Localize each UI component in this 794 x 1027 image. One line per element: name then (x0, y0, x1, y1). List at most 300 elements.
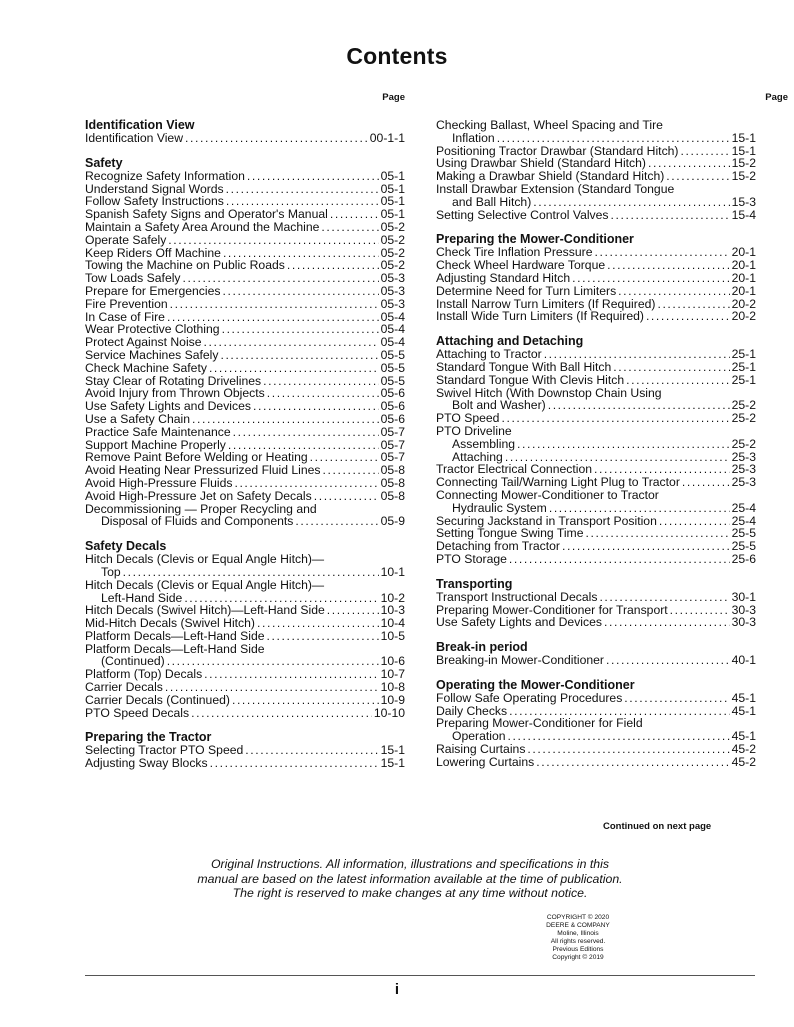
toc-entry-page: 15-2 (731, 156, 756, 171)
toc-entry-page: 05-5 (380, 347, 405, 362)
dot-leader (572, 272, 729, 285)
toc-entry[interactable] (436, 374, 756, 387)
toc-entry-page: 45-1 (731, 703, 756, 718)
toc-entry-page: 10-6 (380, 654, 405, 669)
toc-entry[interactable] (436, 196, 756, 209)
toc-entry-page: 20-1 (731, 258, 756, 273)
toc-entry-line: Platform Decals—Left-Hand Side (85, 641, 265, 656)
section-title: Safety (85, 155, 123, 170)
dot-leader (234, 477, 378, 490)
page-column-label: Page (765, 92, 788, 103)
toc-entry-page: 20-2 (731, 296, 756, 311)
toc-entry-title: Left-Hand Side (101, 590, 183, 605)
toc-entry-page: 10-5 (380, 628, 405, 643)
dot-leader (606, 654, 730, 667)
toc-entry-page: 05-9 (380, 514, 405, 529)
copyright-line: COPYRIGHT © 2020 (546, 914, 610, 921)
dot-leader (548, 399, 730, 412)
toc-entry-title: Install Narrow Turn Limiters (If Required) (436, 296, 656, 311)
toc-entry-title: Making a Drawbar Shield (Standard Hitch) (436, 169, 665, 184)
toc-entry-title: Avoid High-Pressure Fluids (85, 475, 233, 490)
toc-entry-page: 25-5 (731, 539, 756, 554)
toc-entry[interactable] (436, 591, 756, 604)
toc-entry-page: 05-2 (380, 232, 405, 247)
toc-entry-title: Selecting Tractor PTO Speed (85, 743, 244, 758)
dot-leader (562, 540, 730, 553)
toc-entry-title: Assembling (452, 436, 515, 451)
dot-leader (527, 743, 729, 756)
toc-entry-page: 45-2 (731, 742, 756, 757)
dot-leader (233, 426, 379, 439)
toc-entry-page: 10-3 (380, 603, 405, 618)
toc-entry-title: (Continued) (101, 654, 165, 669)
toc-entry-page: 05-7 (380, 424, 405, 439)
dot-leader (646, 310, 730, 323)
toc-entry-page: 05-2 (380, 258, 405, 273)
toc-entry-title: Keep Riders Off Machine (85, 245, 221, 260)
toc-entry-page: 10-8 (380, 680, 405, 695)
dot-leader (323, 464, 379, 477)
toc-entry[interactable] (85, 362, 405, 375)
toc-section (85, 540, 405, 719)
toc-entry-title: Detaching from Tractor (436, 539, 560, 554)
dot-leader (247, 170, 379, 183)
toc-entry-page: 05-8 (380, 475, 405, 490)
toc-column-left (85, 92, 405, 782)
dot-leader (682, 476, 730, 489)
toc-section (436, 679, 756, 769)
toc-entry-title: Follow Safety Instructions (85, 194, 224, 209)
toc-entry-line: PTO Driveline (436, 423, 512, 438)
copyright-line: Previous Editions (552, 946, 604, 953)
dot-leader (257, 617, 379, 630)
section-title: Preparing the Mower-Conditioner (436, 232, 634, 247)
dot-leader (192, 413, 379, 426)
dot-leader (267, 630, 379, 643)
toc-entry[interactable] (436, 743, 756, 756)
section-title: Preparing the Tractor (85, 730, 212, 745)
toc-entry-title: Daily Checks (436, 703, 508, 718)
toc-entry[interactable] (85, 707, 405, 720)
toc-entry-title: Support Machine Properly (85, 437, 226, 452)
toc-entry-title: PTO Speed Decals (85, 705, 190, 720)
toc-entry-title: Avoid High-Pressure Jet on Safety Decals (85, 488, 312, 503)
toc-entry-title: Adjusting Sway Blocks (85, 756, 208, 771)
toc-entry-page: 15-4 (731, 207, 756, 222)
toc-entry-title: Install Wide Turn Limiters (If Required) (436, 309, 644, 324)
toc-entry-title: Carrier Decals (Continued) (85, 692, 230, 707)
section-title: Identification View (85, 118, 195, 132)
toc-sections-right (436, 119, 756, 769)
toc-entry-page: 25-2 (731, 411, 756, 426)
section-title: Break-in period (436, 640, 528, 655)
toc-entry-title: Hydraulic System (452, 500, 547, 515)
toc-entry-title: Raising Curtains (436, 742, 526, 757)
toc-entry[interactable] (436, 540, 756, 553)
dot-leader (222, 323, 379, 336)
toc-entry-title: In Case of Fire (85, 309, 165, 324)
copyright-line: Moline, Illinois (557, 930, 599, 937)
toc-entry-page: 15-2 (731, 169, 756, 184)
toc-entry[interactable] (85, 617, 405, 630)
toc-entry[interactable] (85, 681, 405, 694)
toc-entry-page: 25-4 (731, 513, 756, 528)
toc-entry[interactable] (85, 349, 405, 362)
toc-entry-title: Check Tire Inflation Pressure (436, 245, 593, 260)
toc-section (436, 641, 756, 667)
toc-entry[interactable] (436, 209, 756, 222)
toc-section (85, 119, 405, 145)
toc-entry-line: Preparing Mower-Conditioner for Field (436, 716, 643, 731)
toc-entry-page: 20-1 (731, 270, 756, 285)
section-title: Operating the Mower-Conditioner (436, 677, 635, 692)
toc-entry-title: PTO Speed (436, 411, 500, 426)
toc-entry-page: 10-1 (380, 564, 405, 579)
toc-entry-page: 00-1-1 (369, 131, 405, 145)
toc-entry-title: Top (101, 564, 121, 579)
dot-leader (666, 170, 729, 183)
toc-entry[interactable] (436, 616, 756, 629)
toc-entry-title: Stay Clear of Rotating Drivelines (85, 373, 262, 388)
dot-leader (599, 591, 729, 604)
toc-entry-page: 45-2 (731, 754, 756, 769)
dot-leader (204, 336, 379, 349)
dot-leader (508, 730, 730, 743)
toc-entry-title: Towing the Machine on Public Roads (85, 258, 285, 273)
copyright-line: All rights reserved. (550, 938, 606, 945)
dot-leader (604, 616, 730, 629)
dot-leader (123, 566, 379, 579)
toc-entry[interactable] (436, 476, 756, 489)
toc-entry-page: 05-5 (380, 373, 405, 388)
dot-leader (517, 438, 730, 451)
dot-leader (657, 298, 729, 311)
toc-entry-title: Spanish Safety Signs and Operator's Manual (85, 207, 328, 222)
toc-entry-line: Swivel Hitch (With Downstop Chain Using (436, 385, 662, 400)
dot-leader (533, 196, 729, 209)
toc-entry-title: Operate Safely (85, 232, 167, 247)
toc-entry-title: Use Safety Lights and Devices (85, 399, 251, 414)
continued-note: Continued on next page (603, 821, 712, 832)
toc-entry[interactable] (436, 654, 756, 667)
toc-entry-page: 05-3 (380, 283, 405, 298)
dot-leader (314, 490, 379, 503)
toc-entry-page: 05-6 (380, 399, 405, 414)
toc-entry-title: Inflation (452, 130, 495, 145)
toc-entry-line: Hitch Decals (Clevis or Equal Angle Hitch)— (85, 552, 325, 567)
copyright-line: DEERE & COMPANY (546, 922, 610, 929)
toc-section (85, 157, 405, 528)
dot-leader (220, 349, 378, 362)
toc-entry-page: 20-1 (731, 245, 756, 260)
toc-entry[interactable] (436, 132, 756, 145)
toc-entry-title: Prepare for Emergencies (85, 283, 221, 298)
dot-leader (168, 234, 378, 247)
toc-entry-title: Wear Protective Clothing (85, 322, 220, 337)
toc-entry[interactable] (85, 464, 405, 477)
dot-leader (191, 707, 372, 720)
toc-entry-title: Carrier Decals (85, 680, 163, 695)
dot-leader (209, 362, 379, 375)
toc-entry-title: Use a Safety Chain (85, 411, 191, 426)
toc-entry-title: Determine Need for Turn Limiters (436, 283, 617, 298)
toc-entry[interactable] (436, 553, 756, 566)
toc-entry-page: 10-7 (380, 667, 405, 682)
toc-entry-page: 25-4 (731, 500, 756, 515)
section-title: Attaching and Detaching (436, 334, 584, 349)
toc-entry-title: Service Machines Safely (85, 347, 219, 362)
toc-entry-title: Avoid Heating Near Pressurized Fluid Lines (85, 463, 321, 478)
toc-entry-page: 10-9 (380, 692, 405, 707)
toc-entry-page: 25-3 (731, 449, 756, 464)
page-column-label: Page (382, 92, 405, 103)
toc-entry-page: 25-1 (731, 372, 756, 387)
toc-entry-title: Use Safety Lights and Devices (436, 615, 602, 630)
toc-entry-page: 25-3 (731, 462, 756, 477)
toc-entry[interactable] (85, 221, 405, 234)
toc-entry-page: 15-1 (380, 756, 405, 771)
dot-leader (626, 374, 729, 387)
toc-entry[interactable] (436, 285, 756, 298)
toc-entry-page: 15-1 (380, 743, 405, 758)
toc-entry[interactable] (85, 566, 405, 579)
toc-entry-title: Maintain a Safety Area Around the Machine (85, 219, 320, 234)
toc-entry-page: 05-2 (380, 219, 405, 234)
dot-leader (327, 604, 379, 617)
dot-leader (330, 208, 379, 221)
toc-entry[interactable] (436, 361, 756, 374)
dot-leader (681, 145, 730, 158)
toc-entry-page: 25-2 (731, 436, 756, 451)
toc-entry[interactable] (85, 477, 405, 490)
dot-leader (165, 681, 379, 694)
copyright-line: Copyright © 2019 (552, 954, 604, 961)
dot-leader (267, 387, 379, 400)
dot-leader (185, 132, 368, 145)
toc-entry-title: Tow Loads Safely (85, 271, 181, 286)
toc-entry-title: Adjusting Standard Hitch (436, 270, 571, 285)
toc-entry-title: Platform (Top) Decals (85, 667, 203, 682)
dot-leader (618, 285, 729, 298)
toc-entry[interactable] (436, 756, 756, 769)
toc-entry-page: 05-8 (380, 488, 405, 503)
toc-entry-title: Identification View (85, 131, 184, 145)
toc-entry-page: 05-4 (380, 335, 405, 350)
toc-entry[interactable] (85, 413, 405, 426)
toc-entry-page: 15-3 (731, 194, 756, 209)
dot-leader (501, 412, 729, 425)
disclaimer-line: The right is reserved to make changes at any time without notice. (232, 886, 588, 900)
toc-entry-page: 05-2 (380, 245, 405, 260)
toc-entry[interactable] (85, 630, 405, 643)
toc-section (436, 119, 756, 221)
toc-entry-title: Recognize Safety Information (85, 168, 245, 183)
dot-leader (536, 756, 729, 769)
toc-entry-title: Standard Tongue With Clevis Hitch (436, 372, 625, 387)
section-title: Transporting (436, 576, 513, 591)
toc-entry-page: 05-1 (380, 194, 405, 209)
toc-entry-page: 05-6 (380, 386, 405, 401)
toc-entry-page: 20-2 (731, 309, 756, 324)
disclaimer-line: Original Instructions. All information, illustrations and specifications in this (210, 857, 609, 871)
toc-entry-title: Follow Safe Operating Procedures (436, 690, 623, 705)
toc-entry-title: and Ball Hitch) (452, 194, 532, 209)
dot-leader (613, 361, 729, 374)
toc-entry-page: 05-1 (380, 168, 405, 183)
toc-entry-page: 05-4 (380, 322, 405, 337)
page-title: Contents (346, 43, 448, 69)
dot-leader (245, 744, 378, 757)
toc-sections-left (85, 119, 405, 770)
toc-entry-page: 45-1 (731, 729, 756, 744)
copyright-block (530, 914, 626, 962)
toc-entry-page: 15-1 (731, 143, 756, 158)
dot-leader (222, 285, 378, 298)
toc-entry-page: 10-10 (373, 705, 405, 720)
toc-entry-page: 05-7 (380, 450, 405, 465)
dot-leader (210, 757, 379, 770)
toc-entry-page: 05-8 (380, 463, 405, 478)
toc-entry-title: Mid-Hitch Decals (Swivel Hitch) (85, 616, 255, 631)
toc-entry-title: Attaching (452, 449, 503, 464)
toc-entry-title: Avoid Injury from Thrown Objects (85, 386, 265, 401)
toc-entry-title: Remove Paint Before Welding or Heating (85, 450, 308, 465)
dot-leader (585, 527, 729, 540)
toc-entry[interactable] (85, 234, 405, 247)
section-title: Safety Decals (85, 539, 167, 554)
toc-entry-page: 25-2 (731, 398, 756, 413)
dot-leader (624, 692, 729, 705)
toc-entry[interactable] (85, 298, 405, 311)
toc-entry-title: PTO Storage (436, 551, 507, 566)
toc-section (85, 731, 405, 770)
toc-entry-line: Hitch Decals (Clevis or Equal Angle Hitch)— (85, 577, 325, 592)
toc-entry[interactable] (85, 490, 405, 503)
toc-entry-page: 40-1 (731, 653, 756, 668)
toc-section (436, 578, 756, 629)
dot-leader (226, 183, 379, 196)
toc-entry-title: Positioning Tractor Drawbar (Standard Hitch) (436, 143, 679, 158)
toc-entry-line: Checking Ballast, Wheel Spacing and Tire (436, 118, 663, 132)
toc-entry[interactable] (85, 757, 405, 770)
page-number: i (394, 981, 400, 998)
toc-entry-page: 10-2 (380, 590, 405, 605)
dot-leader (263, 375, 378, 388)
toc-entry-title: Check Wheel Hardware Torque (436, 258, 606, 273)
toc-entry-title: Connecting Tail/Warning Light Plug to Tractor (436, 475, 680, 490)
toc-entry[interactable] (436, 502, 756, 515)
toc-column-right (436, 92, 788, 781)
toc-entry-page: 30-3 (731, 602, 756, 617)
dot-leader (497, 132, 730, 145)
toc-entry-page: 05-1 (380, 207, 405, 222)
toc-entry-page: 20-1 (731, 283, 756, 298)
toc-entry-title: Hitch Decals (Swivel Hitch)—Left-Hand Side (85, 603, 325, 618)
toc-entry[interactable] (436, 310, 756, 323)
disclaimer (140, 857, 680, 901)
toc-entry[interactable] (85, 170, 405, 183)
toc-entry-title: Operation (452, 729, 506, 744)
toc-entry-page: 05-7 (380, 437, 405, 452)
toc-entry-page: 25-1 (731, 347, 756, 362)
toc-entry-title: Setting Tongue Swing Time (436, 526, 584, 541)
toc-entry-page: 05-3 (380, 296, 405, 311)
dot-leader (549, 502, 730, 515)
dot-leader (611, 209, 730, 222)
toc-entry-page: 10-4 (380, 616, 405, 631)
toc-entry-page: 25-3 (731, 475, 756, 490)
toc-entry-title: Disposal of Fluids and Components (101, 514, 294, 529)
toc-entry-title: Platform Decals—Left-Hand Side (85, 628, 265, 643)
toc-entry-title: Standard Tongue With Ball Hitch (436, 359, 612, 374)
dot-leader (659, 515, 730, 528)
dot-leader (232, 694, 379, 707)
toc-entry-title: Setting Selective Control Valves (436, 207, 609, 222)
toc-entry-title: Transport Instructional Decals (436, 589, 598, 604)
footer-divider (85, 975, 755, 976)
toc-entry-title: Securing Jackstand in Transport Position (436, 513, 657, 528)
toc-entry-page: 25-1 (731, 359, 756, 374)
dot-leader (170, 298, 379, 311)
dot-leader (253, 400, 379, 413)
toc-entry-title: Protect Against Noise (85, 335, 202, 350)
toc-entry[interactable] (436, 438, 756, 451)
toc-entry-title: Breaking-in Mower-Conditioner (436, 653, 604, 668)
toc-entry-title: Fire Prevention (85, 296, 168, 311)
toc-entry-page: 05-1 (380, 181, 405, 196)
toc-entry-title: Lowering Curtains (436, 754, 535, 769)
toc-entry-title: Understand Signal Words (85, 181, 224, 196)
toc-section (436, 335, 756, 566)
toc-entry-page: 25-5 (731, 526, 756, 541)
toc-entry[interactable] (436, 692, 756, 705)
toc-entry[interactable] (85, 285, 405, 298)
dot-leader (204, 668, 378, 681)
dot-leader (295, 515, 378, 528)
toc-entry-line: Decommissioning — Proper Recycling and (85, 501, 317, 516)
toc-entry-page: 45-1 (731, 690, 756, 705)
toc-entry-page: 30-3 (731, 615, 756, 630)
toc-entry-title: Tractor Electrical Connection (436, 462, 593, 477)
toc-entry[interactable] (436, 272, 756, 285)
toc-entry-title: Practice Safe Maintenance (85, 424, 231, 439)
toc-entry[interactable] (85, 515, 405, 528)
toc-entry[interactable] (85, 694, 405, 707)
dot-leader (287, 259, 379, 272)
toc-entry[interactable] (85, 426, 405, 439)
dot-leader (607, 259, 729, 272)
toc-entry-title: Attaching to Tractor (436, 347, 542, 362)
toc-entry-page: 30-1 (731, 589, 756, 604)
toc-entry-page: 05-5 (380, 360, 405, 375)
toc-entry-title: Bolt and Washer) (452, 398, 546, 413)
toc-entry-line: Install Drawbar Extension (Standard Tongue (436, 181, 675, 196)
dot-leader (509, 553, 730, 566)
dot-leader (321, 221, 378, 234)
toc-entry-page: 05-6 (380, 411, 405, 426)
toc-entry-page: 05-4 (380, 309, 405, 324)
toc-entry-page: 15-1 (731, 130, 756, 145)
toc-entry-title: Check Machine Safety (85, 360, 207, 375)
toc-entry-title: Preparing Mower-Conditioner for Transport (436, 602, 668, 617)
dot-leader (670, 604, 730, 617)
toc-entry-title: Using Drawbar Shield (Standard Hitch) (436, 156, 646, 171)
toc-entry[interactable] (85, 132, 405, 145)
toc-entry-page: 25-6 (731, 551, 756, 566)
toc-entry-page: 05-3 (380, 271, 405, 286)
disclaimer-line: manual are based on the latest information available at the time of publication. (197, 871, 623, 886)
toc-entry-line: Connecting Mower-Conditioner to Tractor (436, 487, 659, 502)
